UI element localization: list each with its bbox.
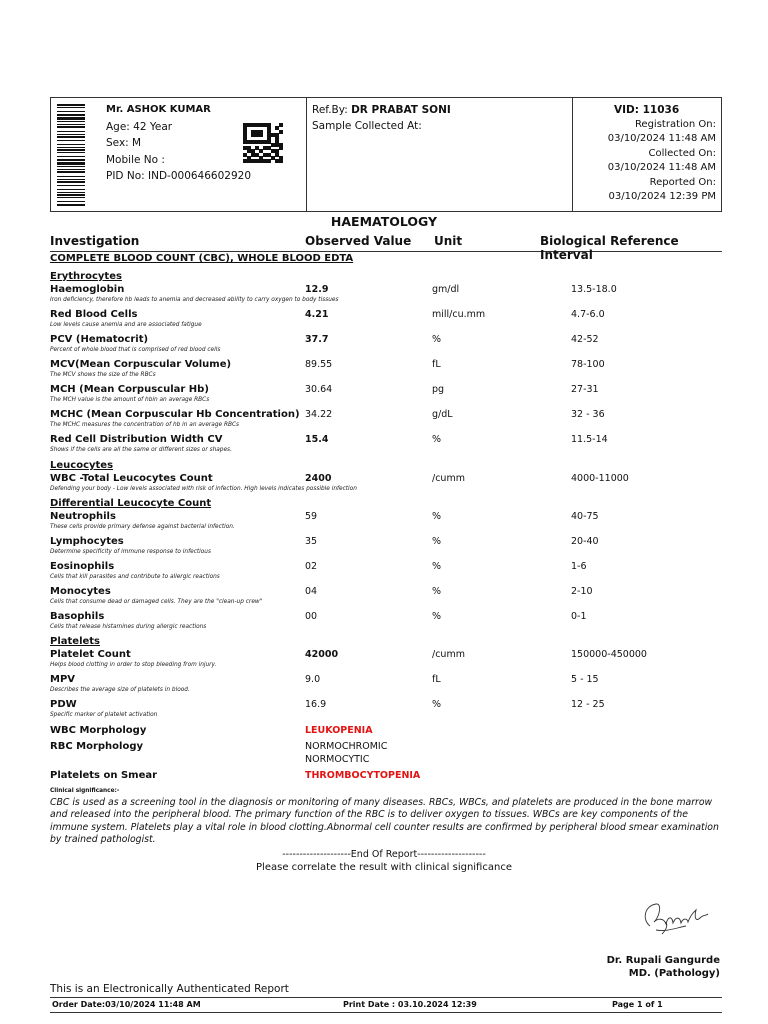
barcode-bar xyxy=(57,156,85,157)
barcode-bar xyxy=(57,124,85,125)
observed-value: 02 xyxy=(305,561,318,572)
unit: % xyxy=(432,699,442,710)
signatory-degree: MD. (Pathology) xyxy=(628,968,720,979)
barcode-bar xyxy=(57,201,85,202)
test-name: Neutrophils xyxy=(50,511,116,522)
correlate-note: Please correlate the result with clinical significance xyxy=(256,862,512,873)
page-number: Page 1 of 1 xyxy=(612,1000,663,1009)
test-description: The MCHC measures the concentration of hb in an average RBCs xyxy=(50,422,240,428)
barcode-bar xyxy=(57,134,85,135)
test-name: WBC -Total Leucocytes Count xyxy=(50,473,213,484)
barcode-bar xyxy=(57,144,85,145)
barcode-bar xyxy=(57,179,85,180)
reference-range: 1-6 xyxy=(571,561,587,572)
result-row xyxy=(50,309,722,334)
signature-image xyxy=(636,896,716,942)
barcode-bar xyxy=(57,152,85,153)
observed-value: 34.22 xyxy=(305,409,333,420)
barcode-bar xyxy=(57,185,85,186)
qr-code-image xyxy=(243,123,283,163)
test-description: Specific marker of platelet activation xyxy=(50,712,158,718)
result-row xyxy=(50,586,722,611)
reference-range: 5 - 15 xyxy=(571,674,599,685)
observed-value: 30.64 xyxy=(305,384,333,395)
reference-range: 4000-11000 xyxy=(571,473,629,484)
referred-by-label: Ref.By: xyxy=(312,104,352,116)
result-row xyxy=(50,611,722,636)
result-row xyxy=(50,473,722,498)
unit: % xyxy=(432,536,442,547)
qr-module xyxy=(279,123,283,127)
referring-doctor: DR PRABAT SONI xyxy=(351,104,451,116)
result-row xyxy=(50,409,722,434)
result-row xyxy=(50,434,722,459)
reference-range: 42-52 xyxy=(571,334,599,345)
barcode-bar xyxy=(57,166,85,167)
rbc-morphology-value-1: NORMOCHROMIC xyxy=(305,741,388,752)
registration-label: Registration On: xyxy=(634,119,716,130)
test-description: Shows if the cells are all the same or different sizes or shapes. xyxy=(50,447,232,453)
test-description: Describes the average size of platelets in blood. xyxy=(50,687,190,693)
reported-label: Reported On: xyxy=(649,177,716,188)
group-platelets: Platelets xyxy=(50,636,101,647)
barcode-bar xyxy=(57,194,85,196)
unit: fL xyxy=(432,359,441,370)
patient-mobile: Mobile No : xyxy=(106,153,165,166)
barcode-bar xyxy=(57,126,85,128)
observed-value: 59 xyxy=(305,511,318,522)
report-header xyxy=(50,97,722,212)
observed-value: 15.4 xyxy=(305,434,329,445)
unit: % xyxy=(432,561,442,572)
barcode-bar xyxy=(57,192,85,193)
barcode-bar xyxy=(57,107,85,108)
test-description: Percent of whole blood that is comprised of red blood cells xyxy=(50,347,221,353)
collected-date: 03/10/2024 11:48 AM xyxy=(607,161,716,173)
observed-value: 9.0 xyxy=(305,674,321,685)
test-panel-title: COMPLETE BLOOD COUNT (CBC), WHOLE BLOOD EDTA xyxy=(50,253,354,264)
test-description: Cells that consume dead or damaged cells. They are the "clean-up crew" xyxy=(50,599,263,605)
qr-module xyxy=(259,133,263,137)
order-date: Order Date:03/10/2024 11:48 AM xyxy=(52,1000,201,1009)
barcode-bar xyxy=(57,114,85,116)
barcode-bar xyxy=(57,197,85,198)
barcode-bar xyxy=(57,176,85,177)
patient-details xyxy=(106,102,251,185)
observed-value: 42000 xyxy=(305,649,339,660)
test-name: MCHC (Mean Corpuscular Hb Concentration) xyxy=(50,409,300,420)
barcode-bar xyxy=(57,121,85,122)
unit: fL xyxy=(432,674,441,685)
test-name: PDW xyxy=(50,699,77,710)
unit: % xyxy=(432,611,442,622)
reference-range: 40-75 xyxy=(571,511,599,522)
result-row xyxy=(50,674,722,699)
reference-range: 20-40 xyxy=(571,536,599,547)
reference-range: 150000-450000 xyxy=(571,649,647,660)
visit-id: VID: 11036 xyxy=(614,104,680,116)
patient-sex: Sex: M xyxy=(106,137,142,149)
barcode-bar xyxy=(57,131,85,132)
test-name: Eosinophils xyxy=(50,561,115,572)
test-description: Cells that kill parasites and contribute to allergic reactions xyxy=(50,574,220,580)
platelet-smear-label: Platelets on Smear xyxy=(50,770,158,781)
barcode-image xyxy=(57,104,85,208)
unit: pg xyxy=(432,384,445,395)
clinical-significance-heading: Clinical significance:- xyxy=(50,788,120,794)
test-description: Cells that release histamines during allergic reactions xyxy=(50,624,207,630)
print-date: Print Date : 03.10.2024 12:39 xyxy=(343,1000,477,1009)
barcode-bar xyxy=(57,181,85,183)
rbc-morphology-value-2: NORMOCYTIC xyxy=(305,753,370,765)
collected-label: Collected On: xyxy=(648,148,716,159)
result-row xyxy=(50,699,722,724)
test-name: MPV xyxy=(50,674,76,685)
referred-by xyxy=(312,102,567,118)
test-name: Basophils xyxy=(50,611,105,622)
observed-value: 16.9 xyxy=(305,699,327,710)
barcode-bar xyxy=(57,111,85,112)
group-differential: Differential Leucocyte Count xyxy=(50,498,212,509)
rbc-morphology-label: RBC Morphology xyxy=(50,741,144,752)
result-row xyxy=(50,511,722,536)
unit: % xyxy=(432,434,442,445)
qr-module xyxy=(267,159,271,163)
reported-date: 03/10/2024 12:39 PM xyxy=(608,190,716,202)
qr-module xyxy=(279,130,283,134)
test-name: Monocytes xyxy=(50,586,111,597)
patient-age: Age: 42 Year xyxy=(106,120,173,133)
col-unit: Unit xyxy=(434,234,463,248)
department-title: HAEMATOLOGY xyxy=(330,214,438,229)
barcode-bar xyxy=(57,136,85,138)
unit: % xyxy=(432,586,442,597)
test-description: Low levels cause anemia and are associated fatigue xyxy=(50,322,202,328)
barcode-bar xyxy=(57,159,85,161)
observed-value: 4.21 xyxy=(305,309,329,320)
result-row xyxy=(50,536,722,561)
test-description: Iron deficiency, therefore hb leads to anemia and decreased ability to carry oxygen to body tissues xyxy=(50,297,339,303)
observed-value: 00 xyxy=(305,611,318,622)
reference-range: 11.5-14 xyxy=(571,434,608,445)
platelet-smear-value: THROMBOCYTOPENIA xyxy=(305,770,421,781)
patient-info-panel xyxy=(51,98,306,211)
result-row xyxy=(50,561,722,586)
unit: /cumm xyxy=(432,473,465,484)
test-description: The MCH value is the amount of hbin an average RBCs xyxy=(50,397,210,403)
report-footer xyxy=(50,997,722,1013)
observed-value: 35 xyxy=(305,536,318,547)
result-row xyxy=(50,649,722,674)
test-description: These cells provide primary defense against bacterial infection. xyxy=(50,524,235,530)
group-leucocytes: Leucocytes xyxy=(50,460,114,471)
test-name: Haemoglobin xyxy=(50,284,125,295)
wbc-morphology-value: LEUKOPENIA xyxy=(305,725,373,736)
test-description: Determine specificity of immune response to infectious xyxy=(50,549,212,555)
unit: % xyxy=(432,511,442,522)
test-name: Lymphocytes xyxy=(50,536,124,547)
col-reference-interval: Biological Reference Interval xyxy=(540,234,679,262)
unit: /cumm xyxy=(432,649,465,660)
observed-value: 37.7 xyxy=(305,334,329,345)
barcode-bar xyxy=(57,162,85,165)
test-name: MCH (Mean Corpuscular Hb) xyxy=(50,384,209,395)
reference-range: 12 - 25 xyxy=(571,699,605,710)
authentication-note: This is an Electronically Authenticated Report xyxy=(50,983,289,995)
test-description: Helps blood clotting in order to stop bleeding from injury. xyxy=(50,662,217,668)
result-row xyxy=(50,334,722,359)
unit: gm/dl xyxy=(432,284,460,295)
test-name: Red Blood Cells xyxy=(50,309,138,320)
unit: % xyxy=(432,334,442,345)
barcode-bar xyxy=(57,204,85,206)
unit: mill/cu.mm xyxy=(432,309,486,320)
barcode-bar xyxy=(57,147,85,148)
result-row xyxy=(50,359,722,384)
reference-range: 32 - 36 xyxy=(571,409,605,420)
signatory-block xyxy=(607,954,720,980)
patient-name: Mr. ASHOK KUMAR xyxy=(106,104,211,115)
barcode-bar xyxy=(57,169,85,170)
reference-range: 27-31 xyxy=(571,384,599,395)
test-name: PCV (Hematocrit) xyxy=(50,334,149,345)
test-name: MCV(Mean Corpuscular Volume) xyxy=(50,359,232,370)
observed-value: 2400 xyxy=(305,473,332,484)
group-erythrocytes: Erythrocytes xyxy=(50,271,122,282)
observed-value: 04 xyxy=(305,586,318,597)
reference-range: 78-100 xyxy=(571,359,605,370)
end-of-report: --------------------End Of Report-------------------- xyxy=(282,849,486,860)
reference-range: 13.5-18.0 xyxy=(571,284,617,295)
sample-collected-at: Sample Collected At: xyxy=(312,120,422,132)
test-name: Platelet Count xyxy=(50,649,131,660)
barcode-bar xyxy=(57,189,85,190)
observed-value: 89.55 xyxy=(305,359,333,370)
rbc-morphology-value xyxy=(305,741,387,766)
result-row xyxy=(50,284,722,309)
unit: g/dL xyxy=(432,409,453,420)
test-description: Defending your body - Low levels associated with risk of infection. High levels indicates possible infection xyxy=(50,486,357,492)
observed-value: 12.9 xyxy=(305,284,329,295)
result-row xyxy=(50,384,722,409)
referral-panel xyxy=(306,98,572,211)
wbc-morphology-label: WBC Morphology xyxy=(50,725,147,736)
registration-date: 03/10/2024 11:48 AM xyxy=(607,132,716,144)
reference-range: 2-10 xyxy=(571,586,593,597)
barcode-bar xyxy=(57,171,85,173)
visit-panel xyxy=(572,98,721,211)
clinical-significance-text: CBC is used as a screening tool in the diagnosis or monitoring of many diseases. RBCs, WBCs, and platelets are produced in the bone marrow and released into the peripheral blood. The primary function of the RBC is to deliver oxygen to tissues. WBCs are key components of the immune system. Platelets play a vital role in blood clotting.Abnormal cell counter results are confirmed by peripheral blood smear examination by trained pathologist. xyxy=(50,797,719,845)
barcode-bar xyxy=(57,117,85,120)
col-observed-value: Observed Value xyxy=(305,234,412,248)
col-investigation: Investigation xyxy=(50,234,140,248)
barcode-bar xyxy=(57,140,85,141)
patient-pid: PID No: IND-000646602920 xyxy=(106,170,251,182)
qr-module xyxy=(279,146,283,150)
signatory-name: Dr. Rupali Gangurde xyxy=(606,955,720,966)
qr-module xyxy=(279,159,283,163)
barcode-bar xyxy=(57,104,85,106)
barcode-bar xyxy=(57,149,85,151)
test-name: Red Cell Distribution Width CV xyxy=(50,434,223,445)
test-description: The MCV shows the size of the RBCs xyxy=(50,372,156,378)
reference-range: 0-1 xyxy=(571,611,587,622)
reference-range: 4.7-6.0 xyxy=(571,309,605,320)
